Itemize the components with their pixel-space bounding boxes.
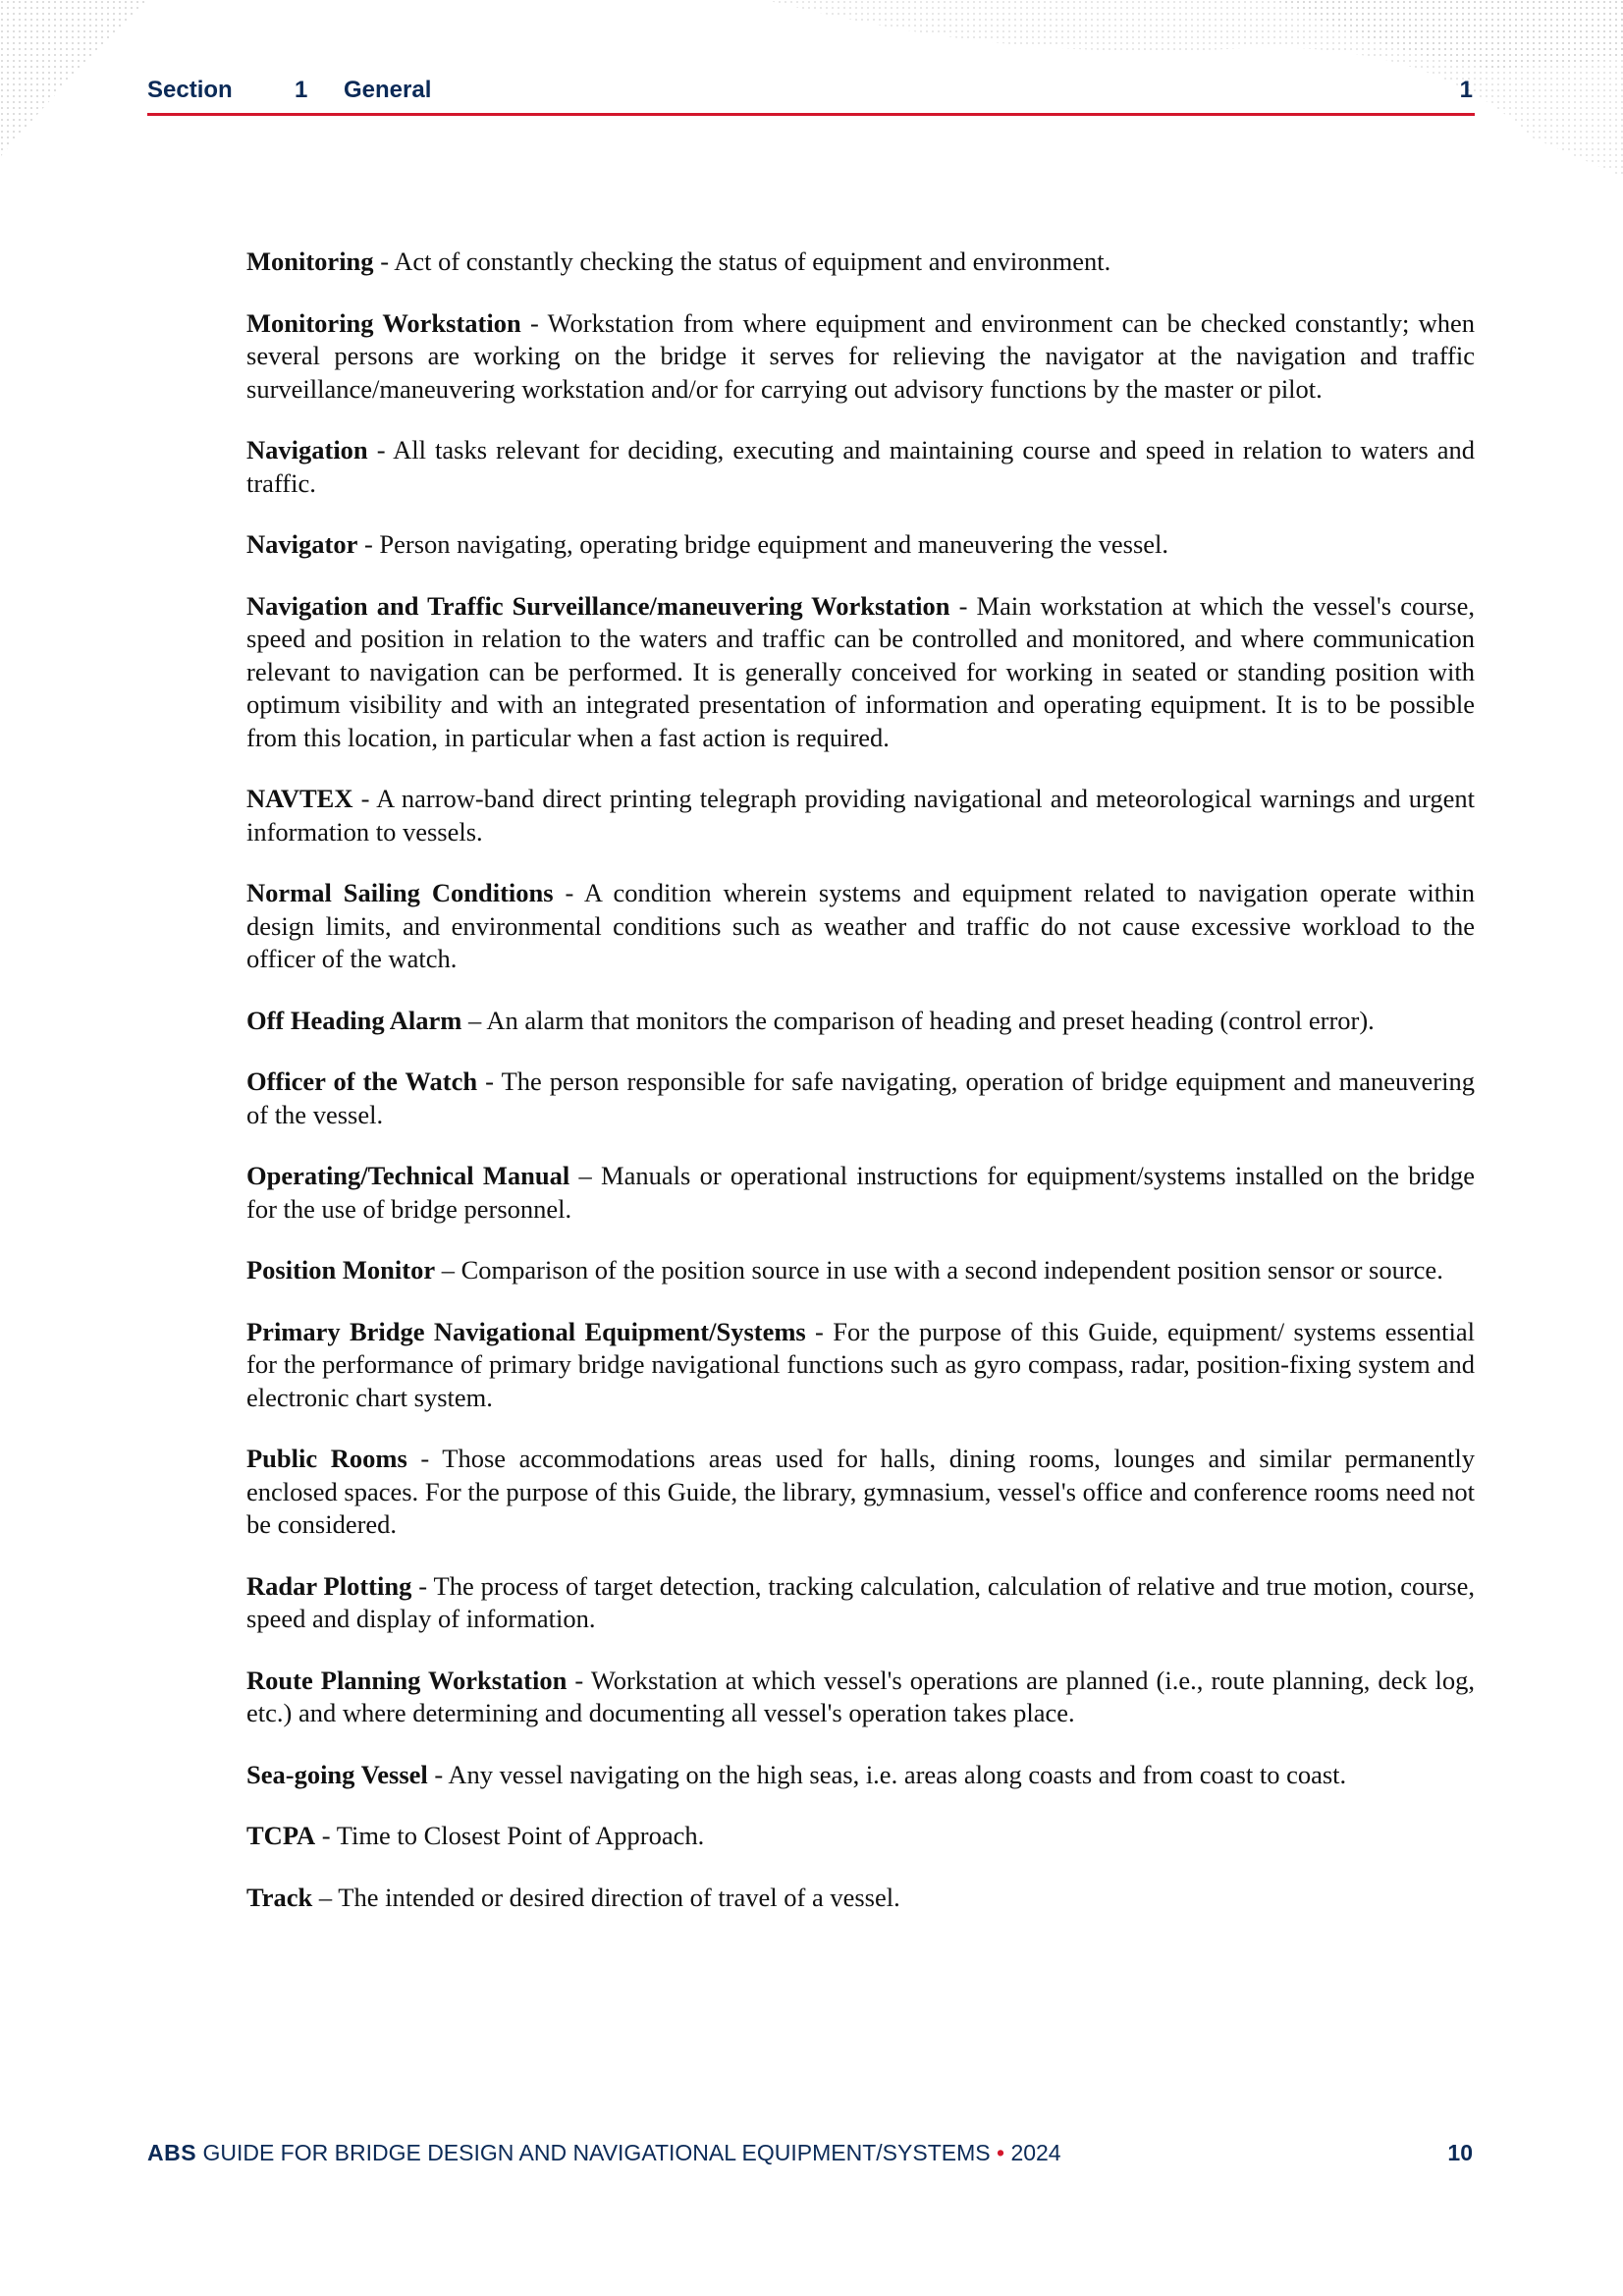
definition-text: The person responsible for safe navigating, operation of bridge equipment and maneuvering of the vessel. (246, 1066, 1475, 1129)
definition-text: For the purpose of this Guide, equipment/ systems essential for the performance of primary bridge navigational functions such as gyro compass, radar, position-fixing system and electronic chart system. (246, 1316, 1475, 1412)
definition-separator: - (367, 435, 394, 465)
definition-text: Main workstation at which the vessel's course, speed and position in relation to the waters and traffic can be controlled and monitored, and where communication relevant to navigation can be performed. It is generally conceived for working in seated or standing position with optimum visibility and with an integrated presentation of information and operating equipment. It is to be possible from this location, in particular when a fast action is required. (246, 590, 1475, 752)
definition-separator: - (949, 590, 977, 621)
abs-brand: ABS (147, 2140, 197, 2165)
definitions-list (246, 246, 1475, 1942)
page-header (147, 73, 1475, 116)
definition-text: Act of constantly checking the status of equipment and environment. (394, 246, 1111, 276)
definition-term: Navigation (246, 435, 368, 465)
definition-term: TCPA (246, 1821, 316, 1850)
definition-entry (246, 1882, 1475, 1915)
definition-separator: - (427, 1759, 449, 1789)
section-page-number: 1 (1459, 77, 1473, 103)
definition-separator: - (357, 529, 380, 559)
definition-text: The intended or desired direction of travel of a vessel. (338, 1882, 900, 1912)
definition-entry (246, 1066, 1475, 1131)
definition-text: Workstation from where equipment and environment can be checked constantly; when several persons are working on the bridge it serves for relieving the navigator at the navigation and traffic surveillance/maneuvering workstation and/or for carrying out advisory functions by the master or pilot. (246, 307, 1475, 404)
definition-separator: - (373, 246, 395, 276)
definition-separator: - (315, 1821, 337, 1850)
definition-entry (246, 590, 1475, 755)
definition-separator: – (312, 1882, 339, 1912)
definition-text: Workstation at which vessel's operations are planned (i.e., route planning, deck log, etc.) and where determining and documenting all vessel's operation takes place. (246, 1665, 1475, 1727)
definition-separator: – (435, 1255, 461, 1285)
definition-term: Navigation and Traffic Surveillance/maneuvering Workstation (246, 590, 950, 621)
definition-term: Route Planning Workstation (246, 1665, 568, 1695)
definition-separator: - (352, 784, 377, 813)
definition-entry (246, 1570, 1475, 1636)
definition-entry (246, 1160, 1475, 1226)
definition-term: Navigator (246, 529, 358, 559)
definition-separator: - (411, 1570, 434, 1601)
definition-text: Person navigating, operating bridge equipment and maneuvering the vessel. (379, 529, 1169, 559)
footer-page-number: 10 (1447, 2140, 1473, 2165)
definition-entry (246, 877, 1475, 976)
definition-entry (246, 1759, 1475, 1792)
definition-entry (246, 1665, 1475, 1730)
definition-text: Time to Closest Point of Approach. (336, 1821, 705, 1850)
definition-separator: - (567, 1665, 591, 1695)
definition-text: The process of target detection, tracking calculation, calculation of relative and true motion, course, speed and display of information. (246, 1570, 1475, 1633)
definition-entry (246, 1443, 1475, 1542)
definition-term: Sea-going Vessel (246, 1759, 428, 1789)
definition-separator: - (805, 1316, 834, 1346)
definition-entry (246, 307, 1475, 407)
definition-entry (246, 528, 1475, 562)
definition-term: Officer of the Watch (246, 1066, 478, 1096)
definition-text: Manuals or operational instructions for equipment/systems installed on the bridge for the use of bridge personnel. (246, 1161, 1476, 1224)
definition-entry (246, 1820, 1475, 1853)
section-number: 1 (295, 77, 308, 103)
definition-term: NAVTEX (246, 784, 353, 813)
definition-text: A narrow-band direct printing telegraph providing navigational and meteorological warnings and urgent information to vessels. (246, 784, 1475, 847)
definition-term: Radar Plotting (246, 1570, 412, 1601)
definition-separator: – (461, 1005, 487, 1035)
definition-term: Position Monitor (246, 1255, 436, 1285)
definition-text: A condition wherein systems and equipment related to navigation operate within design limits, and environmental conditions such as weather and traffic do not cause excessive workload to the officer of the watch. (246, 878, 1475, 973)
definition-separator: – (569, 1161, 602, 1190)
definition-entry (246, 1254, 1475, 1287)
definition-entry (246, 1316, 1475, 1415)
definition-term: Primary Bridge Navigational Equipment/Systems (246, 1316, 806, 1346)
definition-separator: - (406, 1444, 443, 1473)
definition-term: Monitoring (246, 246, 374, 276)
definition-text: All tasks relevant for deciding, executing and maintaining course and speed in relation to waters and traffic. (246, 435, 1475, 498)
definition-term: Monitoring Workstation (246, 307, 521, 338)
definition-entry (246, 246, 1475, 279)
guide-year: 2024 (1010, 2140, 1061, 2165)
section-label: Section (147, 77, 233, 103)
definition-term: Normal Sailing Conditions (246, 878, 554, 907)
definition-term: Off Heading Alarm (246, 1005, 462, 1035)
definition-text: An alarm that monitors the comparison of heading and preset heading (control error). (486, 1005, 1375, 1035)
definition-term: Track (246, 1882, 313, 1912)
definition-entry (246, 783, 1475, 848)
definition-text: Those accommodations areas used for halls, dining rooms, lounges and similar permanently enclosed spaces. For the purpose of this Guide, the library, gymnasium, vessel's office and conference rooms need not be considered. (246, 1444, 1475, 1539)
definition-entry (246, 434, 1475, 500)
section-title: General (344, 77, 432, 103)
footer-bullet: • (996, 2140, 1005, 2165)
definition-separator: - (520, 307, 548, 338)
guide-title: GUIDE FOR BRIDGE DESIGN AND NAVIGATIONAL EQUIPMENT/SYSTEMS (202, 2140, 991, 2165)
definition-text: Any vessel navigating on the high seas, i.e. areas along coasts and from coast to coast. (448, 1759, 1347, 1789)
page-footer (147, 2140, 1475, 2173)
definition-term: Operating/Technical Manual (246, 1161, 570, 1190)
definition-text: Comparison of the position source in use with a second independent position sensor or source. (460, 1255, 1443, 1285)
definition-separator: - (553, 878, 584, 907)
definition-term: Public Rooms (246, 1444, 407, 1473)
definition-entry (246, 1005, 1475, 1038)
definition-separator: - (477, 1066, 502, 1096)
